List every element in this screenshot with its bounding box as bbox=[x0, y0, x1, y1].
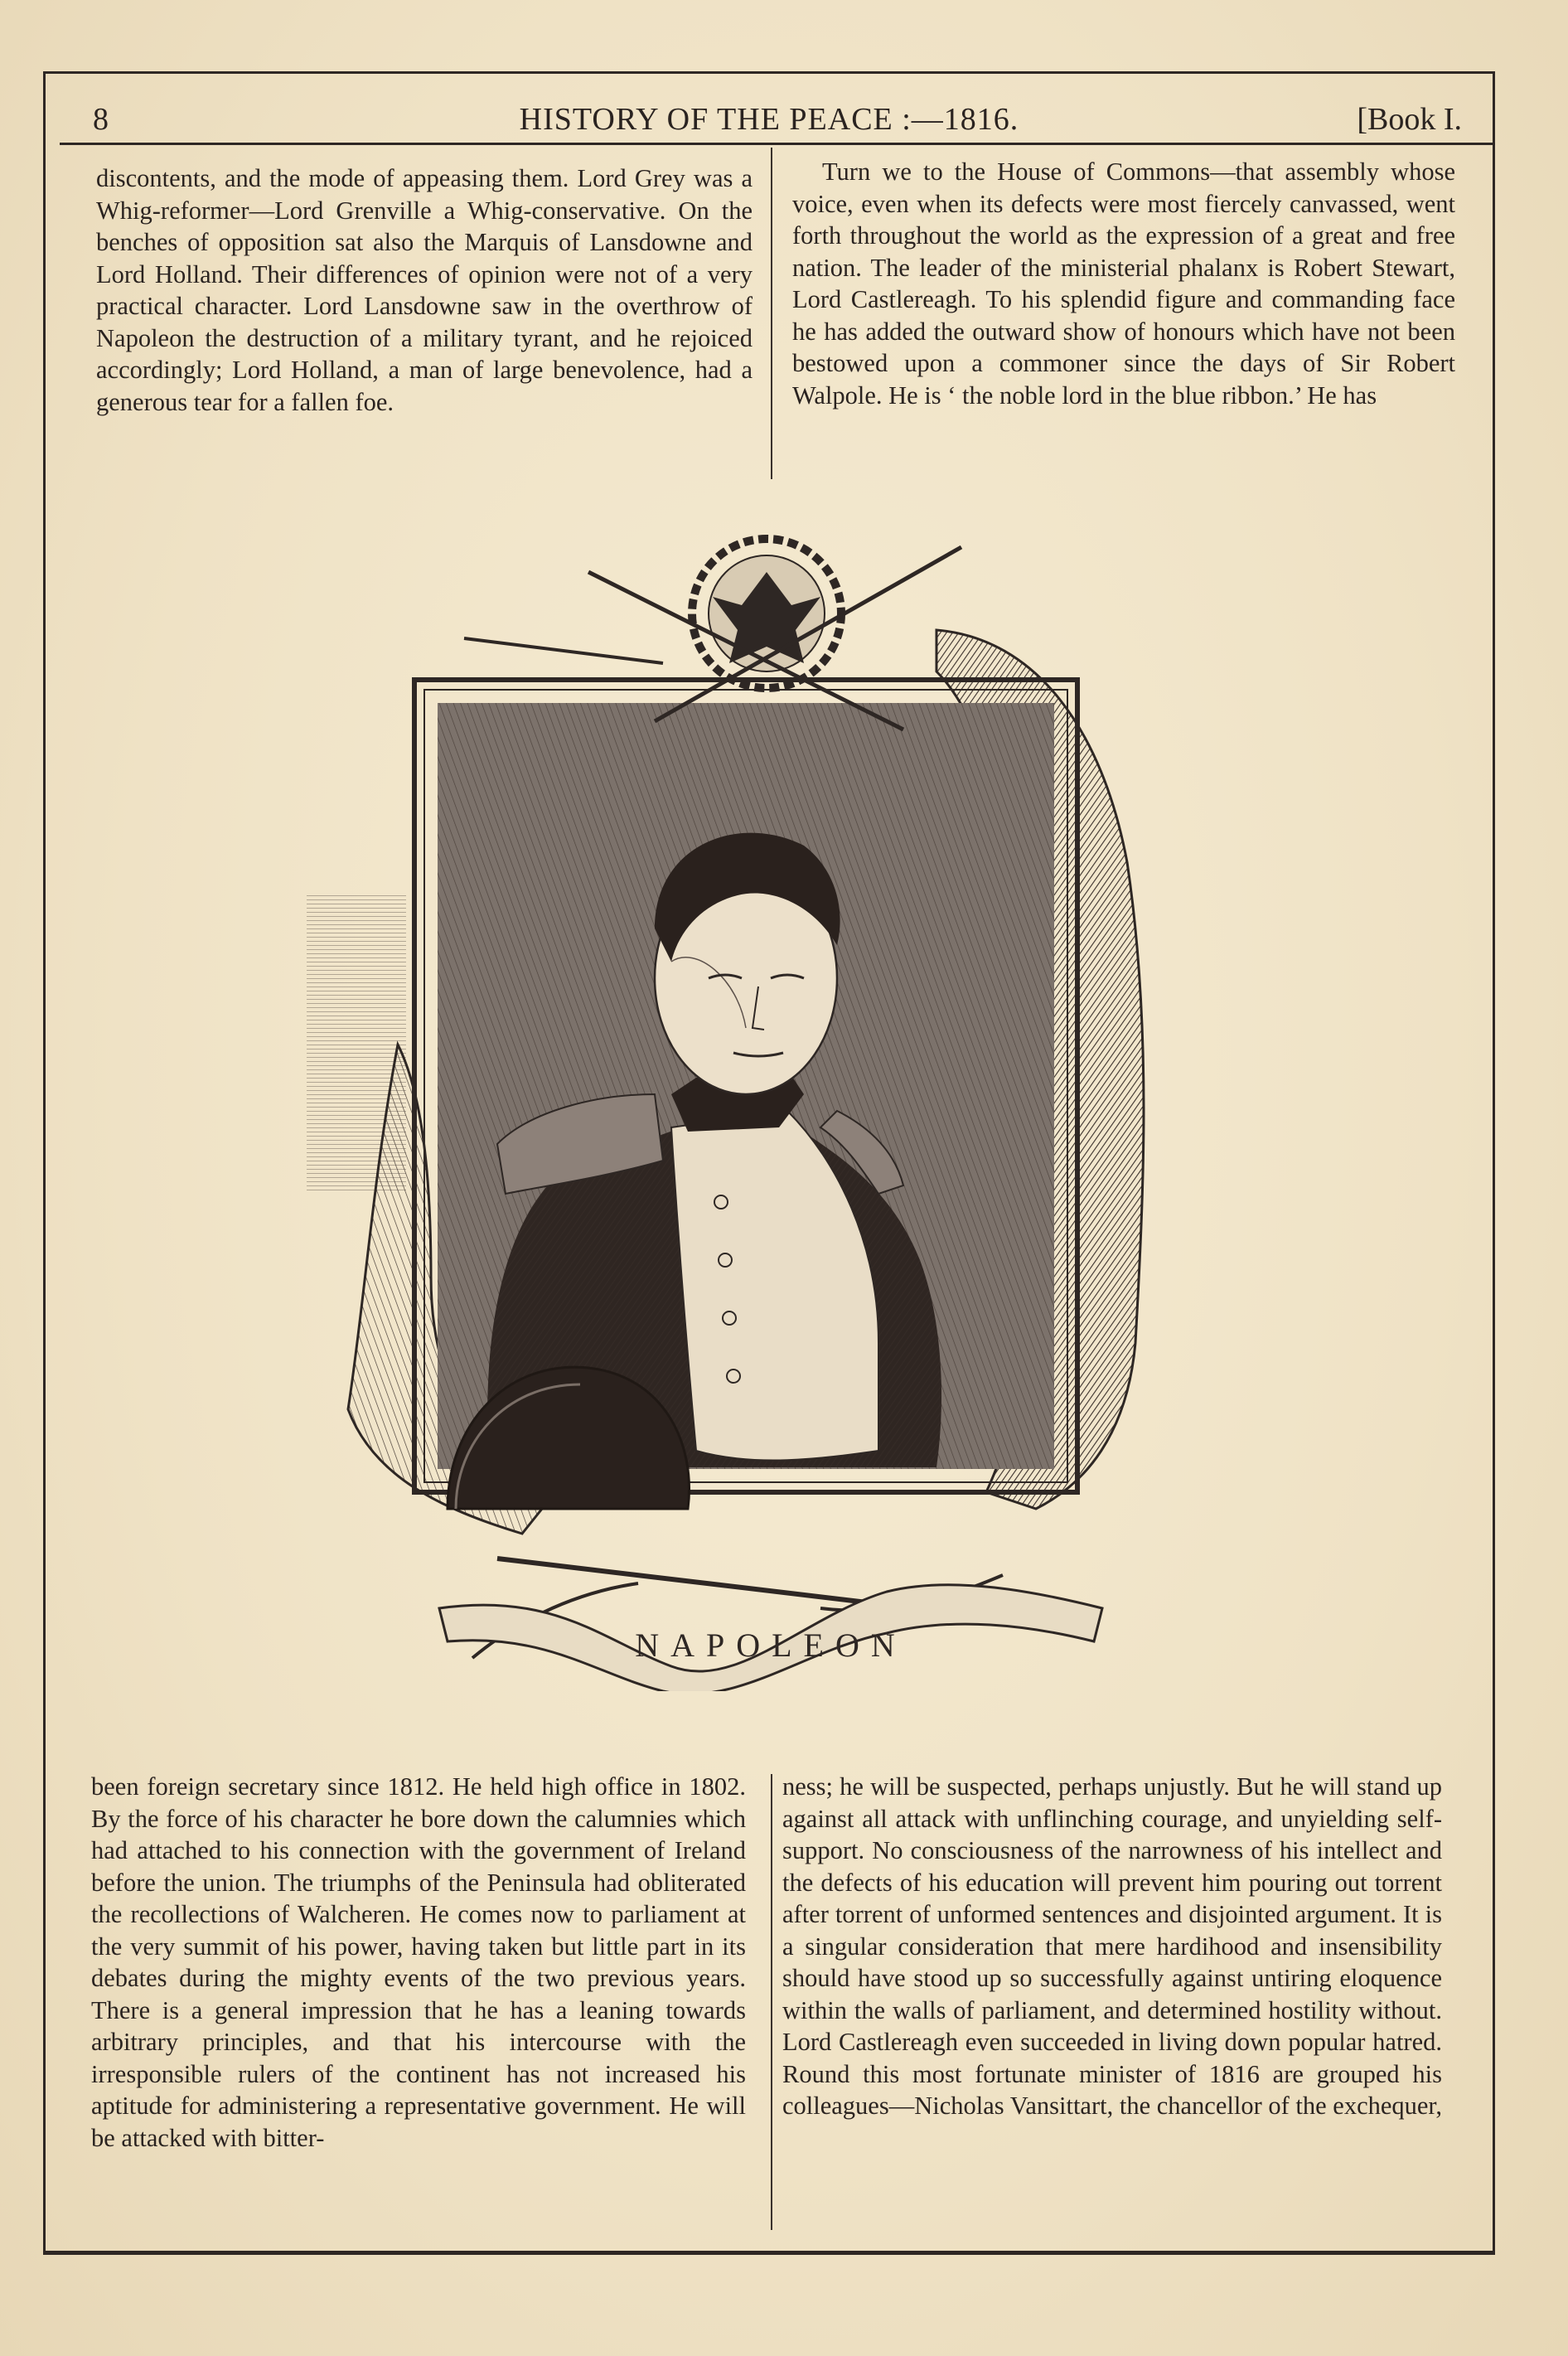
running-title: HISTORY OF THE PEACE :—1816. bbox=[519, 102, 1019, 137]
paragraph: been foreign secretary since 1812. He held high office in 1802. By the force of his character he bore down the calumnies which had attached to his connection with the government of Ireland before the union. The triumphs of the Peninsula had obliterated the recollections of Walcheren. He comes now to parliament at the very summit of his power, having taken but little part in its debates during the mighty events of the two previous years. There is a general impression that he has a leaning towards arbitrary principles, and that his intercourse with the irresponsible rulers of the continent has not increased his aptitude for administering a representative government. He will be attacked with bitter- bbox=[91, 1772, 746, 2152]
page-number: 8 bbox=[93, 102, 109, 137]
paragraph: ness; he will be suspected, perhaps unjustly. But he will stand up against all attack with unflinching courage, and unyielding self-support. No consciousness of the narrowness of his intellect and the defects of his education will prevent him pouring out torrent after torrent of unformed sentences and disjointed argument. It is a singular consideration that mere hardihood and insensibility should have stood up so successfully against untiring eloquence within the walls of parliament, and determined hostility without. Lord Castlereagh even succeeded in living down popular hatred. Round this most fortunate minister of 1816 are grouped his colleagues—Nicholas Vansittart, the chancellor of the exchequer, bbox=[782, 1772, 1442, 2120]
text-column-top-left bbox=[96, 162, 753, 418]
text-column-bottom-left bbox=[91, 1771, 746, 2154]
text-column-bottom-right bbox=[782, 1771, 1442, 2122]
book-label: [Book I. bbox=[1357, 102, 1462, 137]
standard-pole bbox=[464, 638, 663, 663]
column-divider-top bbox=[771, 148, 772, 479]
eagle-wreath-emblem bbox=[692, 539, 841, 688]
napoleon-portrait-engraving bbox=[307, 514, 1260, 1691]
banner-name-text: NAPOLEON bbox=[635, 1626, 907, 1664]
paragraph: Turn we to the House of Commons—that assembly whose voice, even when its defects were most fiercely canvassed, went forth throughout the world as the expression of a great and free nation. The leader of the ministerial phalanx is Robert Stewart, Lord Castlereagh. To his splendid figure and commanding face he has added the outward show of honours which have not been bestowed upon a commoner since the days of Sir Robert Walpole. He is ‘ the noble lord in the blue ribbon.’ He has bbox=[792, 158, 1455, 410]
running-header bbox=[43, 90, 1495, 143]
paragraph: discontents, and the mode of appeasing them. Lord Grey was a Whig-reformer—Lord Grenville a Whig-conservative. On the benches of opposition sat also the Marquis of Lansdowne and Lord Holland. Their differences of opinion were not of a very practical character. Lord Lansdowne saw in the overthrow of Napoleon the destruction of a military tyrant, and he rejoiced accordingly; Lord Holland, a man of large benevolence, had a generous tear for a fallen foe. bbox=[96, 164, 753, 416]
text-column-top-right bbox=[792, 156, 1455, 411]
header-rule bbox=[60, 143, 1493, 145]
column-divider-bottom bbox=[771, 1774, 772, 2230]
bottom-rule bbox=[43, 2253, 1495, 2255]
